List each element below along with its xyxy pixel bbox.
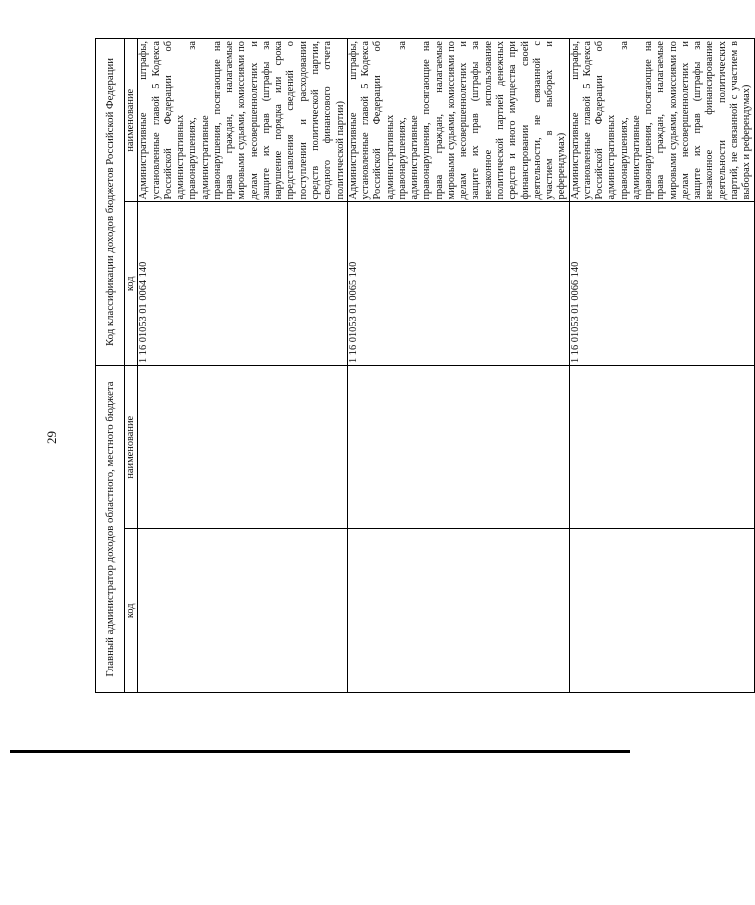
header-admin-group: Главный администратор доходов областного, местного бюджета: [96, 366, 125, 693]
kbk-name-cell: Административные штрафы, установленные главой 5 Кодекса Российской Федерации об административных правонарушениях, за административные правонарушения, посягающие на права граждан, налагаемые мировыми судьями, комиссиями по делам несовершеннолетних и защите их прав (штрафы за незаконное использование политической партией денежных средств и иного имущества при финансировании своей деятельности, не связанной с участием в выборах и референдумах): [347, 39, 569, 203]
admin-code-cell: [138, 529, 348, 693]
table-row: [569, 39, 754, 693]
header-kbk-group: Код классификации доходов бюджетов Российской Федерации: [96, 39, 125, 366]
header-admin-code: код: [125, 529, 138, 693]
kbk-name-cell: Административные штрафы, установленные главой 5 Кодекса Российской Федерации об административных правонарушениях, за административные правонарушения, посягающие на права граждан, налагаемые мировыми судьями, комиссиями по делам несовершеннолетних и защите их прав (штрафы за нарушение порядка или срока представления сведений о поступлении и расходовании средств политической партии, сводного финансового отчета политической партии): [138, 39, 348, 203]
kbk-code-cell: 1 16 01053 01 0064 140: [138, 202, 348, 366]
page-number: 29: [44, 431, 59, 444]
admin-name-cell: [569, 366, 754, 530]
table-row: [138, 39, 348, 693]
header-kbk-code: код: [125, 202, 138, 366]
admin-name-cell: [138, 366, 348, 530]
admin-name-cell: [347, 366, 569, 530]
header-kbk-name: наименование: [125, 39, 138, 203]
admin-code-cell: [569, 529, 754, 693]
kbk-code-cell: 1 16 01053 01 0065 140: [347, 202, 569, 366]
horizontal-rule: [10, 750, 630, 753]
header-admin-name: наименование: [125, 366, 138, 530]
kbk-name-cell: Административные штрафы, установленные главой 5 Кодекса Российской Федерации об административных правонарушениях, за административные правонарушения, посягающие на права граждан, налагаемые мировыми судьями, комиссиями по делам несовершеннолетних и защите их прав (штрафы за незаконное финансирование деятельности политических партий, не связанной с участием в выборах и референдумах): [569, 39, 754, 203]
table-header-row-groups: [96, 39, 125, 693]
table-row: [347, 39, 569, 693]
revenue-classification-table: [95, 38, 755, 693]
rotated-table-container: [95, 38, 753, 693]
admin-code-cell: [347, 529, 569, 693]
kbk-code-cell: 1 16 01053 01 0066 140: [569, 202, 754, 366]
table-header-row-columns: [125, 39, 138, 693]
